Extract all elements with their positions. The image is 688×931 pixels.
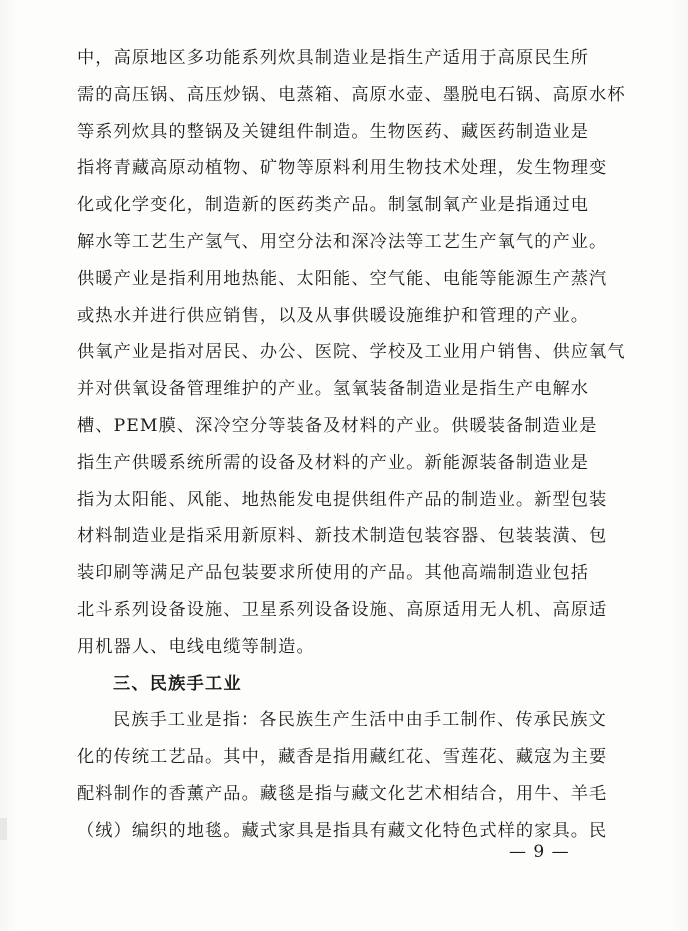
body-line: 用机器人、电线电缆等制造。 — [77, 636, 315, 657]
body-line: 槽、PEM膜、深冷空分等装备及材料的产业。供暖装备制造业是 — [77, 415, 598, 436]
body-line: 指将青藏高原动植物、矿物等原料利用生物技术处理，发生物理变 — [77, 158, 608, 179]
body-line: 并对供氧设备管理维护的产业。氢氧装备制造业是指生产电解水 — [77, 379, 590, 400]
body-line: 材料制造业是指采用新原料、新技术制造包装容器、包装装潢、包 — [77, 526, 608, 547]
paragraph-line: 民族手工业是指：各民族生产生活中由手工制作、传承民族文 — [113, 710, 607, 731]
body-line: 需的高压锅、高压炒锅、电蒸箱、高原水壶、墨脱电石锅、高原水杯 — [77, 84, 626, 105]
body-line: 解水等工艺生产氢气、用空分法和深冷法等工艺生产氧气的产业。 — [77, 231, 608, 252]
body-line: 化或化学变化，制造新的医药类产品。制氢制氧产业是指通过电 — [77, 195, 590, 216]
paragraph-line: （绒）编织的地毯。藏式家具是指具有藏文化特色式样的家具。民 — [77, 820, 608, 841]
paragraph-line: 配料制作的香薰产品。藏毯是指与藏文化艺术相结合，用牛、羊毛 — [77, 783, 608, 804]
body-line: 指生产供暖系统所需的设备及材料的产业。新能源装备制造业是 — [77, 452, 590, 473]
body-line: 中，高原地区多功能系列炊具制造业是指生产适用于高原民生所 — [77, 48, 590, 68]
body-line: 供氧产业是指对居民、办公、医院、学校及工业用户销售、供应氧气 — [77, 342, 626, 363]
page-number: — 9 — — [509, 842, 570, 862]
document-body — [77, 40, 626, 850]
body-line: 装印刷等满足产品包装要求所使用的产品。其他高端制造业包括 — [77, 563, 590, 584]
body-line: 或热水并进行供应销售，以及从事供暖设施维护和管理的产业。 — [77, 305, 590, 326]
body-line: 指为太阳能、风能、地热能发电提供组件产品的制造业。新型包装 — [77, 489, 608, 510]
scan-edge-mark — [0, 818, 7, 840]
body-line: 等系列炊具的整锅及关键组件制造。生物医药、藏医药制造业是 — [77, 121, 590, 142]
body-line: 北斗系列设备设施、卫星系列设备设施、高原适用无人机、高原适 — [77, 599, 608, 620]
section-heading: 三、民族手工业 — [113, 673, 242, 694]
body-line: 供暖产业是指利用地热能、太阳能、空气能、电能等能源生产蒸汽 — [77, 268, 608, 289]
paragraph-line: 化的传统工艺品。其中，藏香是指用藏红花、雪莲花、藏寇为主要 — [77, 747, 608, 768]
